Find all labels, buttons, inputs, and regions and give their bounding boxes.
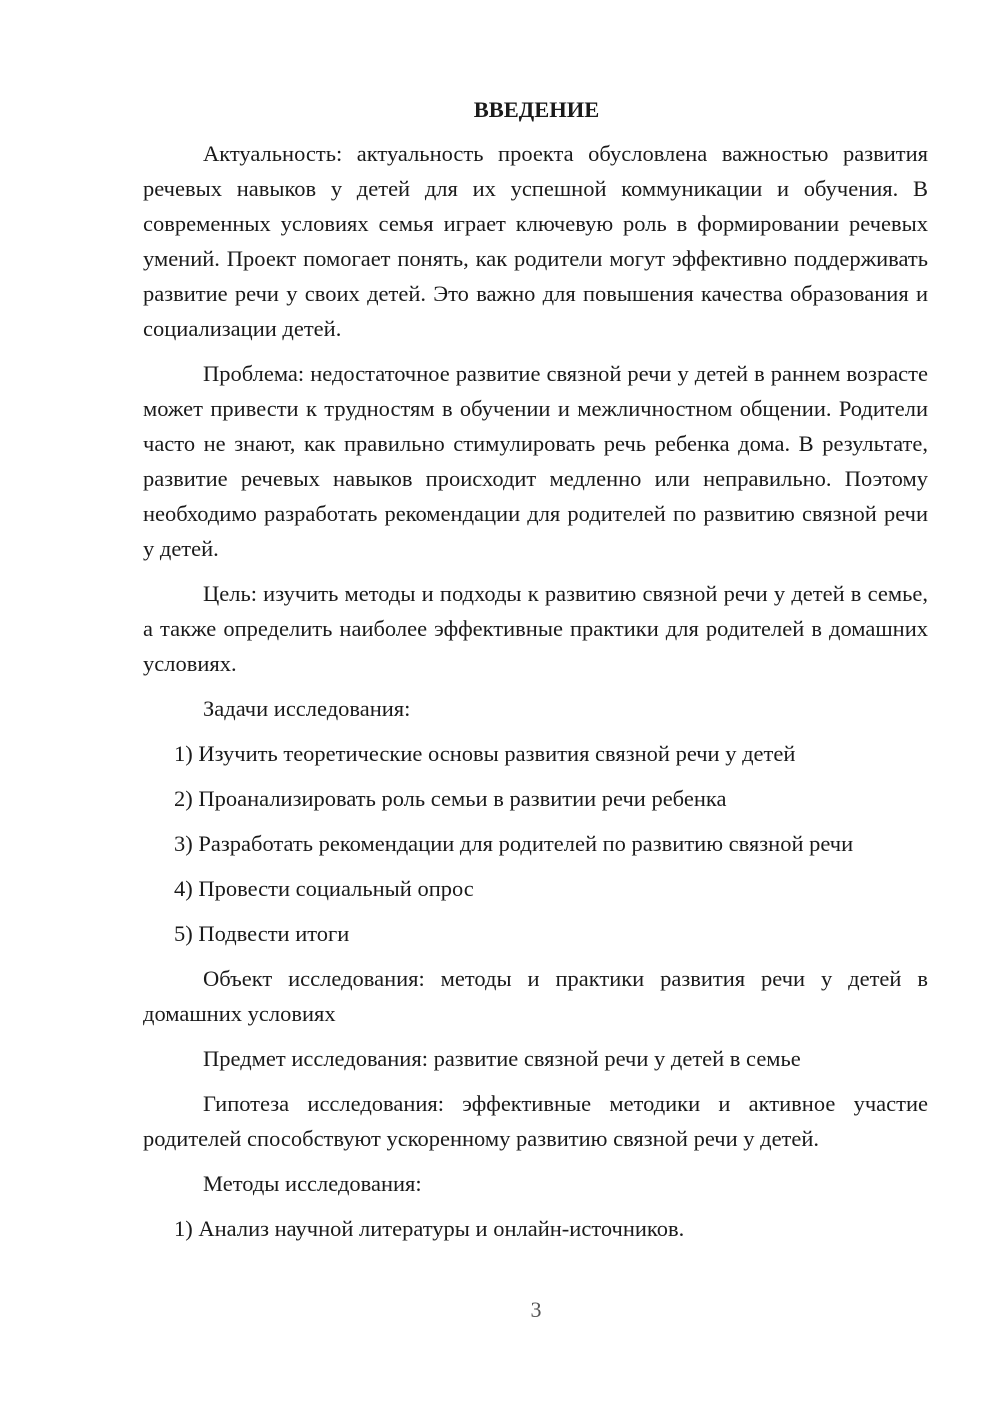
- task-item-4: 4) Провести социальный опрос: [174, 876, 474, 901]
- task-item-2: 2) Проанализировать роль семьи в развитии речи ребенка: [174, 786, 727, 811]
- task-item-3: 3) Разработать рекомендации для родителей по развитию связной речи: [174, 831, 854, 856]
- tasks-heading: Задачи исследования:: [203, 696, 411, 721]
- hypothesis-paragraph: Гипотеза исследования: эффективные методики и активное участие родителей способствуют ускоренному развитию связной речи у детей.: [143, 1091, 928, 1151]
- object-paragraph: Объект исследования: методы и практики развития речи у детей в домашних условиях: [143, 966, 928, 1026]
- page-content: [143, 92, 928, 1256]
- task-item-5: 5) Подвести итоги: [174, 921, 350, 946]
- task-item-1: 1) Изучить теоретические основы развития связной речи у детей: [174, 741, 796, 766]
- method-item-1: 1) Анализ научной литературы и онлайн-источников.: [174, 1216, 685, 1241]
- section-title: ВВЕДЕНИЕ: [473, 97, 600, 122]
- problem-paragraph: Проблема: недостаточное развитие связной речи у детей в раннем возрасте может привести к трудностям в обучении и межличностном общении. Родители часто не знают, как правильно стимулировать речь ребенка дома. В результате, развитие речевых навыков происходит медленно или неправильно. Поэтому необходимо разработать рекомендации для родителей по развитию связной речи у детей.: [143, 361, 928, 561]
- goal-paragraph: Цель: изучить методы и подходы к развитию связной речи у детей в семье, а также определить наиболее эффективные практики для родителей в домашних условиях.: [143, 581, 928, 676]
- subject-paragraph: Предмет исследования: развитие связной речи у детей в семье: [203, 1046, 801, 1071]
- methods-heading: Методы исследования:: [203, 1171, 422, 1196]
- relevance-paragraph: Актуальность: актуальность проекта обусловлена важностью развития речевых навыков у детей для их успешной коммуникации и обучения. В современных условиях семья играет ключевую роль в формировании речевых умений. Проект помогает понять, как родители могут эффективно поддерживать развитие речи у своих детей. Это важно для повышения качества образования и социализации детей.: [143, 141, 928, 341]
- page-number: 3: [530, 1297, 542, 1322]
